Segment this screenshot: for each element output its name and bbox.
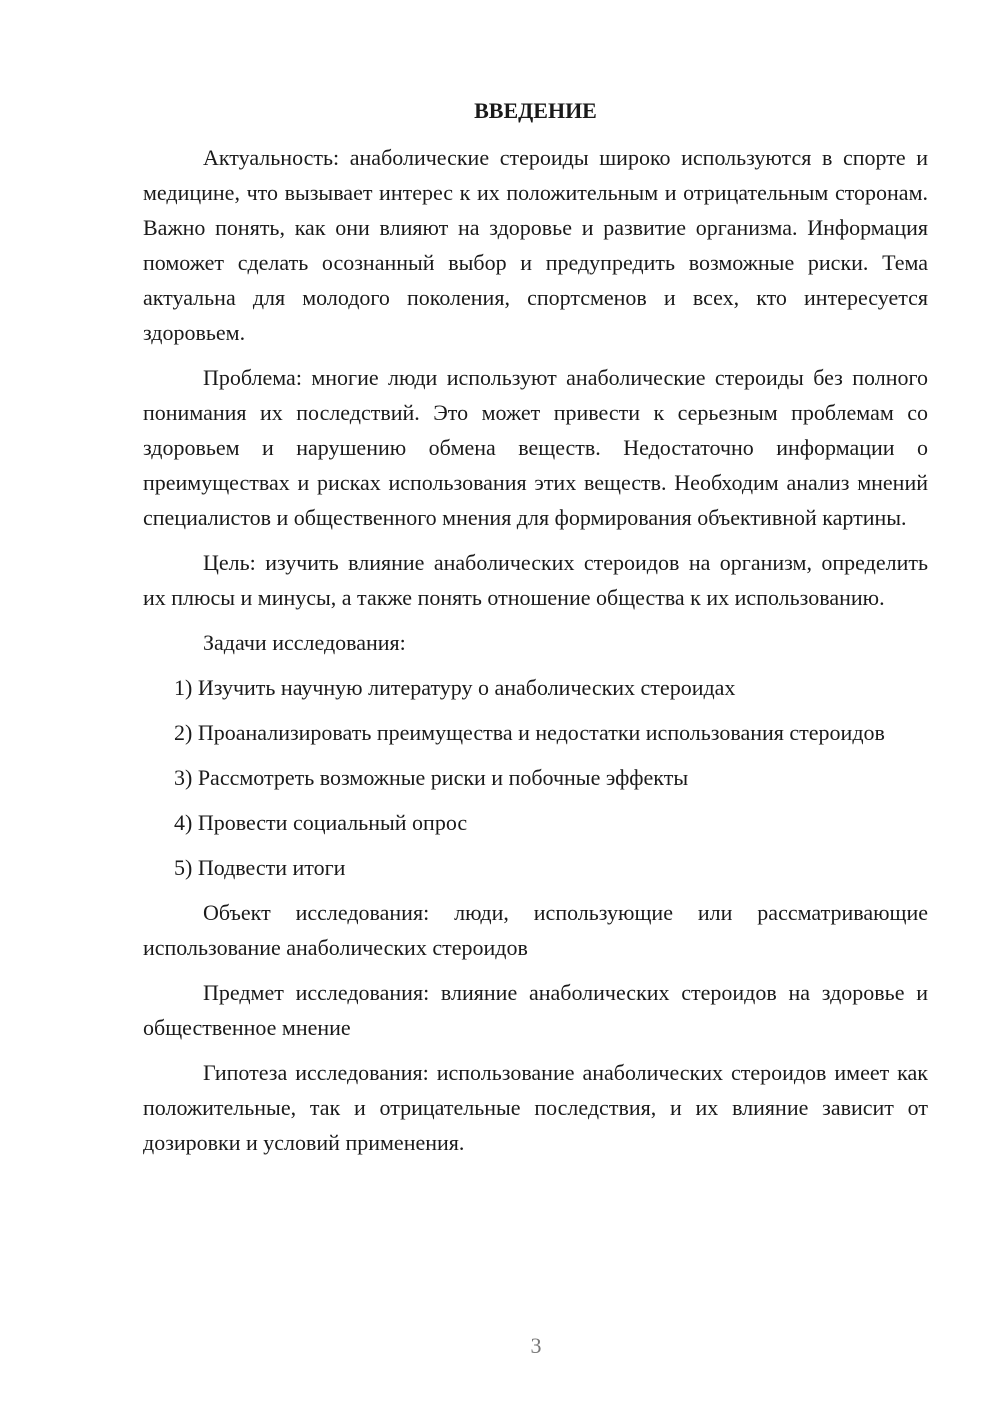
paragraph-tasks-title: Задачи исследования:: [203, 630, 406, 655]
section-heading: ВВЕДЕНИЕ: [474, 98, 597, 123]
paragraph-hypothesis: Гипотеза исследования: использование анаболических стероидов имеет как положительные, так и отрицательные последствия, и их влияние зависит от дозировки и условий применения.: [143, 1060, 928, 1155]
paragraph-problem: Проблема: многие люди используют анаболические стероиды без полного понимания их последствий. Это может привести к серьезным проблемам со здоровьем и нарушению обмена веществ. Недостаточно информации о преимуществах и рисках использования этих веществ. Необходим анализ мнений специалистов и общественного мнения для формирования объективной картины.: [143, 365, 928, 530]
paragraph-subject: Предмет исследования: влияние анаболических стероидов на здоровье и общественное мнение: [143, 980, 928, 1040]
task-item-4: 4) Провести социальный опрос: [174, 810, 468, 835]
document-page: [143, 96, 928, 1170]
task-item-1: 1) Изучить научную литературу о анаболических стероидах: [174, 675, 736, 700]
task-item-3: 3) Рассмотреть возможные риски и побочные эффекты: [174, 765, 689, 790]
paragraph-object: Объект исследования: люди, использующие или рассматривающие использование анаболических стероидов: [143, 900, 928, 960]
task-item-5: 5) Подвести итоги: [174, 855, 346, 880]
paragraph-goal: Цель: изучить влияние анаболических стероидов на организм, определить их плюсы и минусы, а также понять отношение общества к их использованию.: [143, 550, 928, 610]
paragraph-relevance: Актуальность: анаболические стероиды широко используются в спорте и медицине, что вызывает интерес к их положительным и отрицательным сторонам. Важно понять, как они влияют на здоровье и развитие организма. Информация поможет сделать осознанный выбор и предупредить возможные риски. Тема актуальна для молодого поколения, спортсменов и всех, кто интересуется здоровьем.: [143, 145, 928, 345]
page-number: 3: [530, 1333, 542, 1358]
task-item-2: 2) Проанализировать преимущества и недостатки использования стероидов: [174, 720, 885, 745]
